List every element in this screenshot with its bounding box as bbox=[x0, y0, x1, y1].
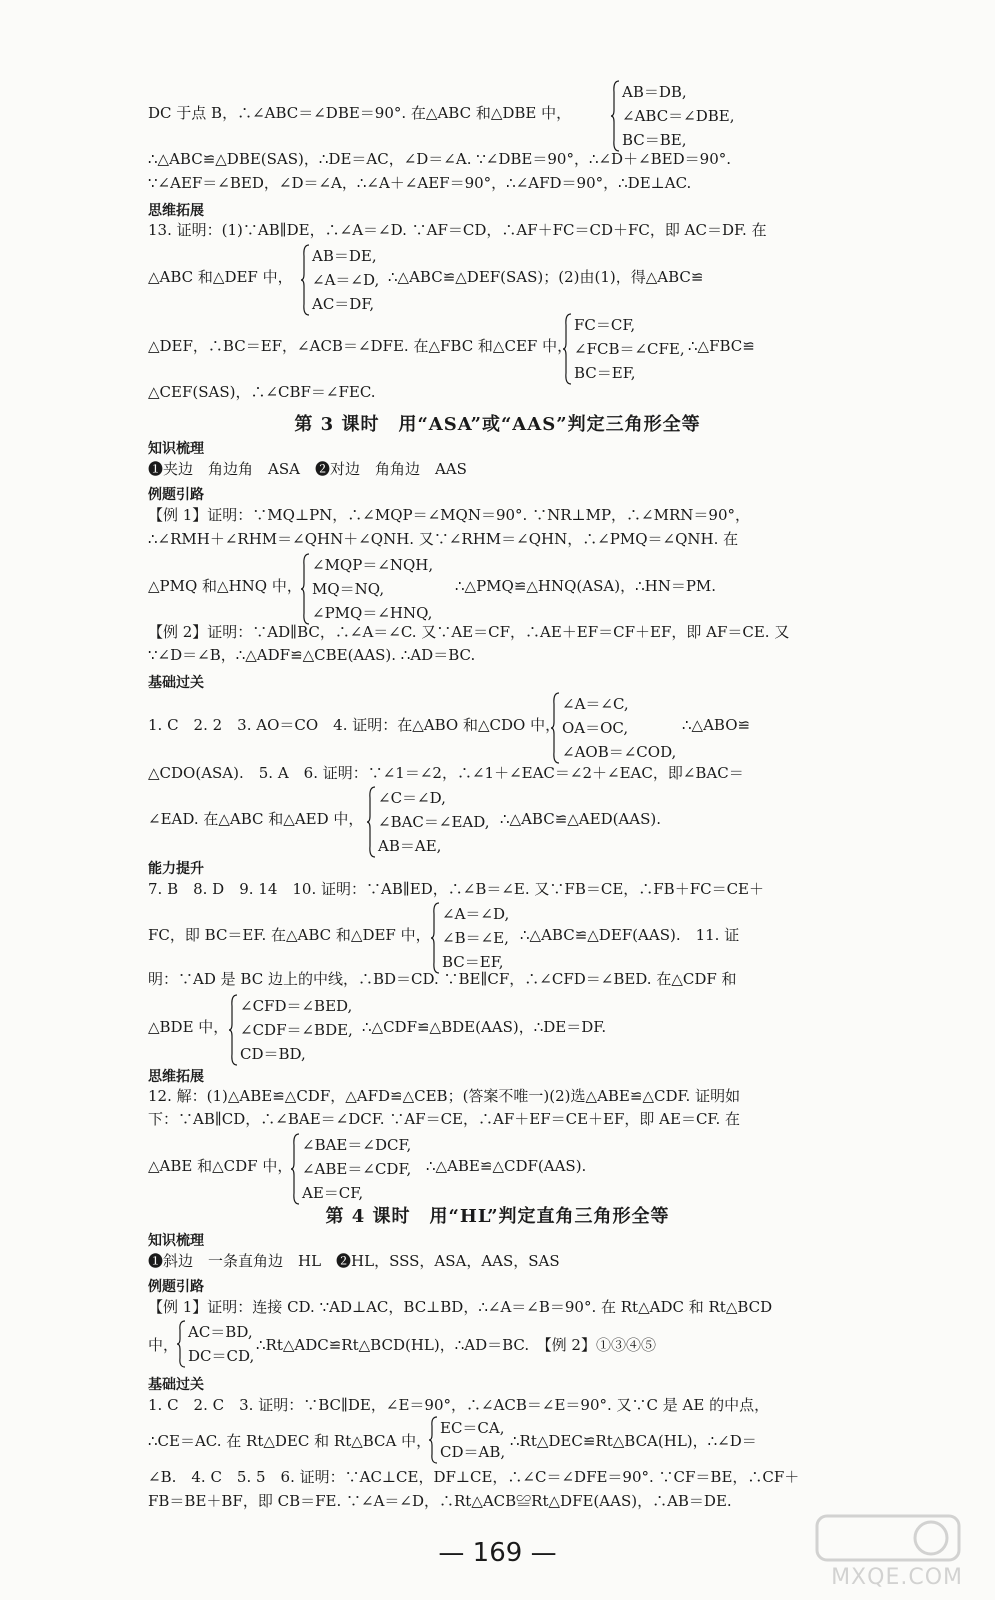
text-line: ∴△PMQ≌△HNQ(ASA)，∴HN＝PM. bbox=[455, 577, 717, 595]
page-number: — 169 — bbox=[438, 1538, 557, 1568]
equation-system bbox=[290, 1133, 420, 1205]
system-row: FC＝CF, bbox=[574, 316, 636, 334]
text-line: 【例 1】证明：连接 CD. ∵AD⊥AC，BC⊥BD，∴∠A＝∠B＝90°. 在 Rt△ADC 和 Rt△BCD bbox=[148, 1298, 773, 1316]
brace-icon bbox=[300, 244, 310, 316]
system-row: ∠A＝∠D, bbox=[442, 905, 510, 923]
text-line: FC，即 BC＝EF. 在△ABC 和△DEF 中， bbox=[148, 926, 431, 944]
brace-icon bbox=[562, 313, 572, 385]
text-line: △CDO(ASA). 5. A 6. 证明：∵∠1＝∠2，∴∠1＋∠EAC＝∠2＋∠EAC，即∠BAC＝ bbox=[148, 764, 744, 782]
brace-icon bbox=[300, 553, 310, 625]
brace-icon bbox=[550, 692, 560, 764]
text-line: ❶斜边 一条直角边 HL ❷HL，SSS，ASA，AAS，SAS bbox=[148, 1252, 560, 1270]
system-row: BC＝EF, bbox=[574, 364, 636, 382]
system-row: ∠C＝∠D, bbox=[378, 789, 446, 807]
text-line: ∵∠AEF＝∠BED，∠D＝∠A，∴∠A＋∠AEF＝90°，∴∠AFD＝90°，∴DE⊥AC. bbox=[148, 174, 692, 192]
brace-icon bbox=[610, 80, 620, 152]
section-heading: 基础过关 bbox=[148, 675, 204, 691]
lesson-title: 第 4 课时 用“HL”判定直角三角形全等 bbox=[325, 1206, 670, 1227]
text-line: ∴△ABO≌ bbox=[682, 716, 751, 734]
equation-system bbox=[428, 1416, 508, 1464]
section-heading: 能力提升 bbox=[148, 861, 204, 877]
section-heading: 思维拓展 bbox=[148, 203, 204, 219]
equation-system bbox=[430, 902, 530, 974]
brace-icon bbox=[428, 1416, 438, 1464]
text-line: △DEF，∴BC＝EF，∠ACB＝∠DFE. 在△FBC 和△CEF 中， bbox=[148, 337, 573, 355]
text-line: FB＝BE＋BF，即 CB＝FE. ∵∠A＝∠D，∴Rt△ACB≌Rt△DFE(AAS)，∴AB＝DE. bbox=[148, 1492, 732, 1510]
system-row: OA＝OC, bbox=[562, 719, 629, 737]
system-row: CD＝AB, bbox=[440, 1443, 506, 1461]
text-line: ∠B. 4. C 5. 5 6. 证明：∵AC⊥CE，DF⊥CE，∴∠C＝∠DFE＝90°. ∵CF＝BE，∴CF＋ bbox=[148, 1468, 800, 1486]
system-row: AC＝DF, bbox=[312, 295, 375, 313]
system-row: ∠BAE＝∠DCF, bbox=[302, 1136, 412, 1154]
text-line: △CEF(SAS)，∴∠CBF＝∠FEC. bbox=[148, 383, 376, 401]
text-line: 7. B 8. D 9. 14 10. 证明：∵AB∥ED，∴∠B＝∠E. 又∵FB＝CE，∴FB＋FC＝CE＋ bbox=[148, 880, 765, 898]
system-row: DC＝CD, bbox=[188, 1347, 255, 1365]
text-line: △PMQ 和△HNQ 中， bbox=[148, 577, 302, 595]
watermark-text: MXQE.COM bbox=[831, 1565, 963, 1590]
text-line: △BDE 中， bbox=[148, 1018, 229, 1036]
text-line: ∴△ABC≌△DBE(SAS)，∴DE＝AC，∠D＝∠A. ∵∠DBE＝90°，∴∠D＋∠BED＝90°. bbox=[148, 150, 732, 168]
text-line: 1. C 2. C 3. 证明：∵BC∥DE，∠E＝90°，∴∠ACB＝∠E＝90°. 又∵C 是 AE 的中点， bbox=[148, 1396, 770, 1414]
equation-system bbox=[300, 553, 450, 625]
watermark-logo-icon bbox=[813, 1510, 963, 1566]
text-line: ∴Rt△ADC≌Rt△BCD(HL)，∴AD＝BC. 【例 2】①③④⑤ bbox=[256, 1336, 656, 1354]
system-row: ∠MQP＝∠NQH, bbox=[312, 556, 434, 574]
system-row: ∠FCB＝∠CFE, bbox=[574, 340, 685, 358]
equation-system bbox=[228, 994, 358, 1066]
system-row: ∠AOB＝∠COD, bbox=[562, 743, 677, 761]
text-line: 下：∵AB∥CD，∴∠BAE＝∠DCF. ∵AF＝CE，∴AF＋EF＝CE＋EF，即 AE＝CF. 在 bbox=[148, 1110, 741, 1128]
section-heading: 知识梳理 bbox=[148, 1233, 204, 1249]
text-line: ∴△ABC≌△DEF(AAS). 11. 证 bbox=[520, 926, 740, 944]
text-line: 【例 1】证明：∵MQ⊥PN，∴∠MQP＝∠MQN＝90°. ∵NR⊥MP，∴∠MRN＝90°， bbox=[148, 506, 750, 524]
system-row: AB＝AE, bbox=[378, 837, 442, 855]
text-line: ∴△ABC≌△AED(AAS). bbox=[500, 810, 662, 828]
text-line: ∠EAD. 在△ABC 和△AED 中， bbox=[148, 810, 364, 828]
system-row: BC＝EF, bbox=[442, 953, 504, 971]
system-row: ∠ABE＝∠CDF, bbox=[302, 1160, 412, 1178]
text-line: ∴CE＝AC. 在 Rt△DEC 和 Rt△BCA 中， bbox=[148, 1432, 432, 1450]
section-heading: 基础过关 bbox=[148, 1377, 204, 1393]
brace-icon bbox=[430, 902, 440, 974]
text-line: 中， bbox=[148, 1336, 179, 1354]
system-row: AB＝DB, bbox=[622, 83, 687, 101]
section-heading: 例题引路 bbox=[148, 1279, 204, 1295]
system-row: ∠CDF＝∠BDE, bbox=[240, 1021, 353, 1039]
text-line: 明：∵AD 是 BC 边上的中线，∴BD＝CD. ∵BE∥CF，∴∠CFD＝∠BED. 在△CDF 和 bbox=[148, 970, 737, 988]
brace-icon bbox=[176, 1320, 186, 1368]
text-line: ∴∠RMH＋∠RHM＝∠QHN＋∠QNH. 又∵∠RHM＝∠QHN，∴∠PMQ＝∠QNH. 在 bbox=[148, 530, 739, 548]
watermark bbox=[813, 1510, 963, 1590]
text-line: ❶夹边 角边角 ASA ❷对边 角角边 AAS bbox=[148, 460, 467, 478]
equation-system bbox=[562, 313, 685, 385]
system-row: AB＝DE, bbox=[312, 247, 377, 265]
system-row: CD＝BD, bbox=[240, 1045, 306, 1063]
text-line: 13. 证明：(1)∵AB∥DE，∴∠A＝∠D. ∵AF＝CD，∴AF＋FC＝CD＋FC，即 AC＝DF. 在 bbox=[148, 221, 767, 239]
system-row: ∠BAC＝∠EAD, bbox=[378, 813, 490, 831]
brace-icon bbox=[366, 786, 376, 858]
equation-system bbox=[176, 1320, 266, 1368]
text-line: △ABE 和△CDF 中， bbox=[148, 1157, 293, 1175]
brace-icon bbox=[228, 994, 238, 1066]
system-row: ∠B＝∠E, bbox=[442, 929, 509, 947]
system-row: AC＝BD, bbox=[188, 1323, 253, 1341]
section-heading: 知识梳理 bbox=[148, 441, 204, 457]
system-row: ∠PMQ＝∠HNQ, bbox=[312, 604, 433, 622]
system-row: BC＝BE, bbox=[622, 131, 687, 149]
system-row: EC＝CA, bbox=[440, 1419, 505, 1437]
system-row: AE＝CF, bbox=[302, 1184, 364, 1202]
lesson-title: 第 3 课时 用“ASA”或“AAS”判定三角形全等 bbox=[294, 414, 701, 435]
text-line: △ABC 和△DEF 中， bbox=[148, 268, 293, 286]
brace-icon bbox=[290, 1133, 300, 1205]
system-row: MQ＝NQ, bbox=[312, 580, 385, 598]
text-line: ∴△ABC≌△DEF(SAS)；(2)由(1)，得△ABC≌ bbox=[388, 268, 704, 286]
equation-system bbox=[300, 244, 380, 316]
text-line: ∴△CDF≌△BDE(AAS)，∴DE＝DF. bbox=[362, 1018, 607, 1036]
equation-system bbox=[550, 692, 680, 764]
equation-system bbox=[366, 786, 496, 858]
text-line: ∴Rt△DEC≌Rt△BCA(HL)，∴∠D＝ bbox=[510, 1432, 757, 1450]
system-row: ∠A＝∠D, bbox=[312, 271, 380, 289]
text-line: ∴△ABE≌△CDF(AAS). bbox=[426, 1157, 587, 1175]
text-line: 12. 解：(1)△ABE≌△CDF，△AFD≌△CEB；(答案不唯一)(2)选△ABE≌△CDF. 证明如 bbox=[148, 1087, 741, 1105]
system-row: ∠ABC＝∠DBE, bbox=[622, 107, 735, 125]
equation-system bbox=[610, 80, 770, 152]
text-line: 1. C 2. 2 3. AO＝CO 4. 证明：在△ABO 和△CDO 中， bbox=[148, 716, 561, 734]
text-line: ∴△FBC≌ bbox=[688, 337, 755, 355]
text-line: ∵∠D＝∠B，∴△ADF≌△CBE(AAS). ∴AD＝BC. bbox=[148, 646, 476, 664]
section-heading: 例题引路 bbox=[148, 487, 204, 503]
text-line: DC 于点 B，∴∠ABC＝∠DBE＝90°. 在△ABC 和△DBE 中， bbox=[148, 104, 572, 122]
section-heading: 思维拓展 bbox=[148, 1069, 204, 1085]
system-row: ∠CFD＝∠BED, bbox=[240, 997, 353, 1015]
text-line: 【例 2】证明：∵AD∥BC，∴∠A＝∠C. 又∵AE＝CF，∴AE＋EF＝CF＋EF，即 AF＝CE. 又 bbox=[148, 623, 790, 641]
system-row: ∠A＝∠C, bbox=[562, 695, 629, 713]
